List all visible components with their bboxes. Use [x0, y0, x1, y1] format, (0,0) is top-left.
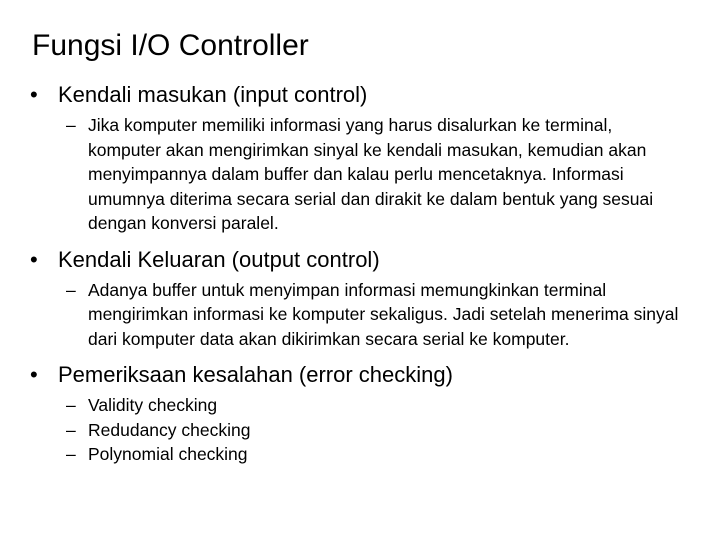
- slide-title: Fungsi I/O Controller: [32, 29, 309, 62]
- bullet-item: [0, 360, 720, 390]
- sub-bullet-item: [0, 113, 720, 236]
- bullet-icon: •: [30, 246, 38, 272]
- sub-bullet-text: Polynomial checking: [88, 444, 248, 464]
- sub-bullet-text: Validity checking: [88, 395, 218, 415]
- sub-bullet-item: [0, 418, 720, 443]
- sub-bullet-item: [0, 393, 720, 418]
- sub-bullet-item: [0, 442, 720, 467]
- sub-bullet-text: Adanya buffer untuk menyimpan informasi memungkinkan terminal mengirimkan informasi ke komputer sekaligus. Jadi setelah menerima sinyal dari komputer data akan dikirimkan secara serial ke komputer.: [88, 279, 679, 349]
- bullet-icon: •: [30, 82, 38, 107]
- dash-icon: –: [66, 419, 76, 440]
- dash-icon: –: [66, 279, 76, 300]
- slide-content: [0, 80, 720, 467]
- dash-icon: –: [66, 115, 76, 135]
- dash-icon: –: [66, 395, 76, 415]
- sub-bullet-item: [0, 278, 720, 352]
- dash-icon: –: [66, 444, 76, 464]
- sub-bullet-text: Jika komputer memiliki informasi yang harus disalurkan ke terminal, komputer akan mengirimkan sinyal ke kendali masukan, kemudian akan menyimpannya dalam buffer dan kalau perlu mencetaknya. Informasi umumnya diterima secara serial dan dirakit ke dalam bentuk yang sesuai dengan konversi paralel.: [88, 115, 654, 233]
- section-heading: Pemeriksaan kesalahan (error checking): [58, 362, 453, 387]
- bullet-icon: •: [30, 362, 38, 387]
- bullet-item: [0, 245, 720, 275]
- section-heading: Kendali masukan (input control): [58, 82, 368, 107]
- sub-bullet-text: Redudancy checking: [88, 419, 251, 440]
- bullet-item: [0, 80, 720, 110]
- section-heading: Kendali Keluaran (output control): [58, 246, 380, 272]
